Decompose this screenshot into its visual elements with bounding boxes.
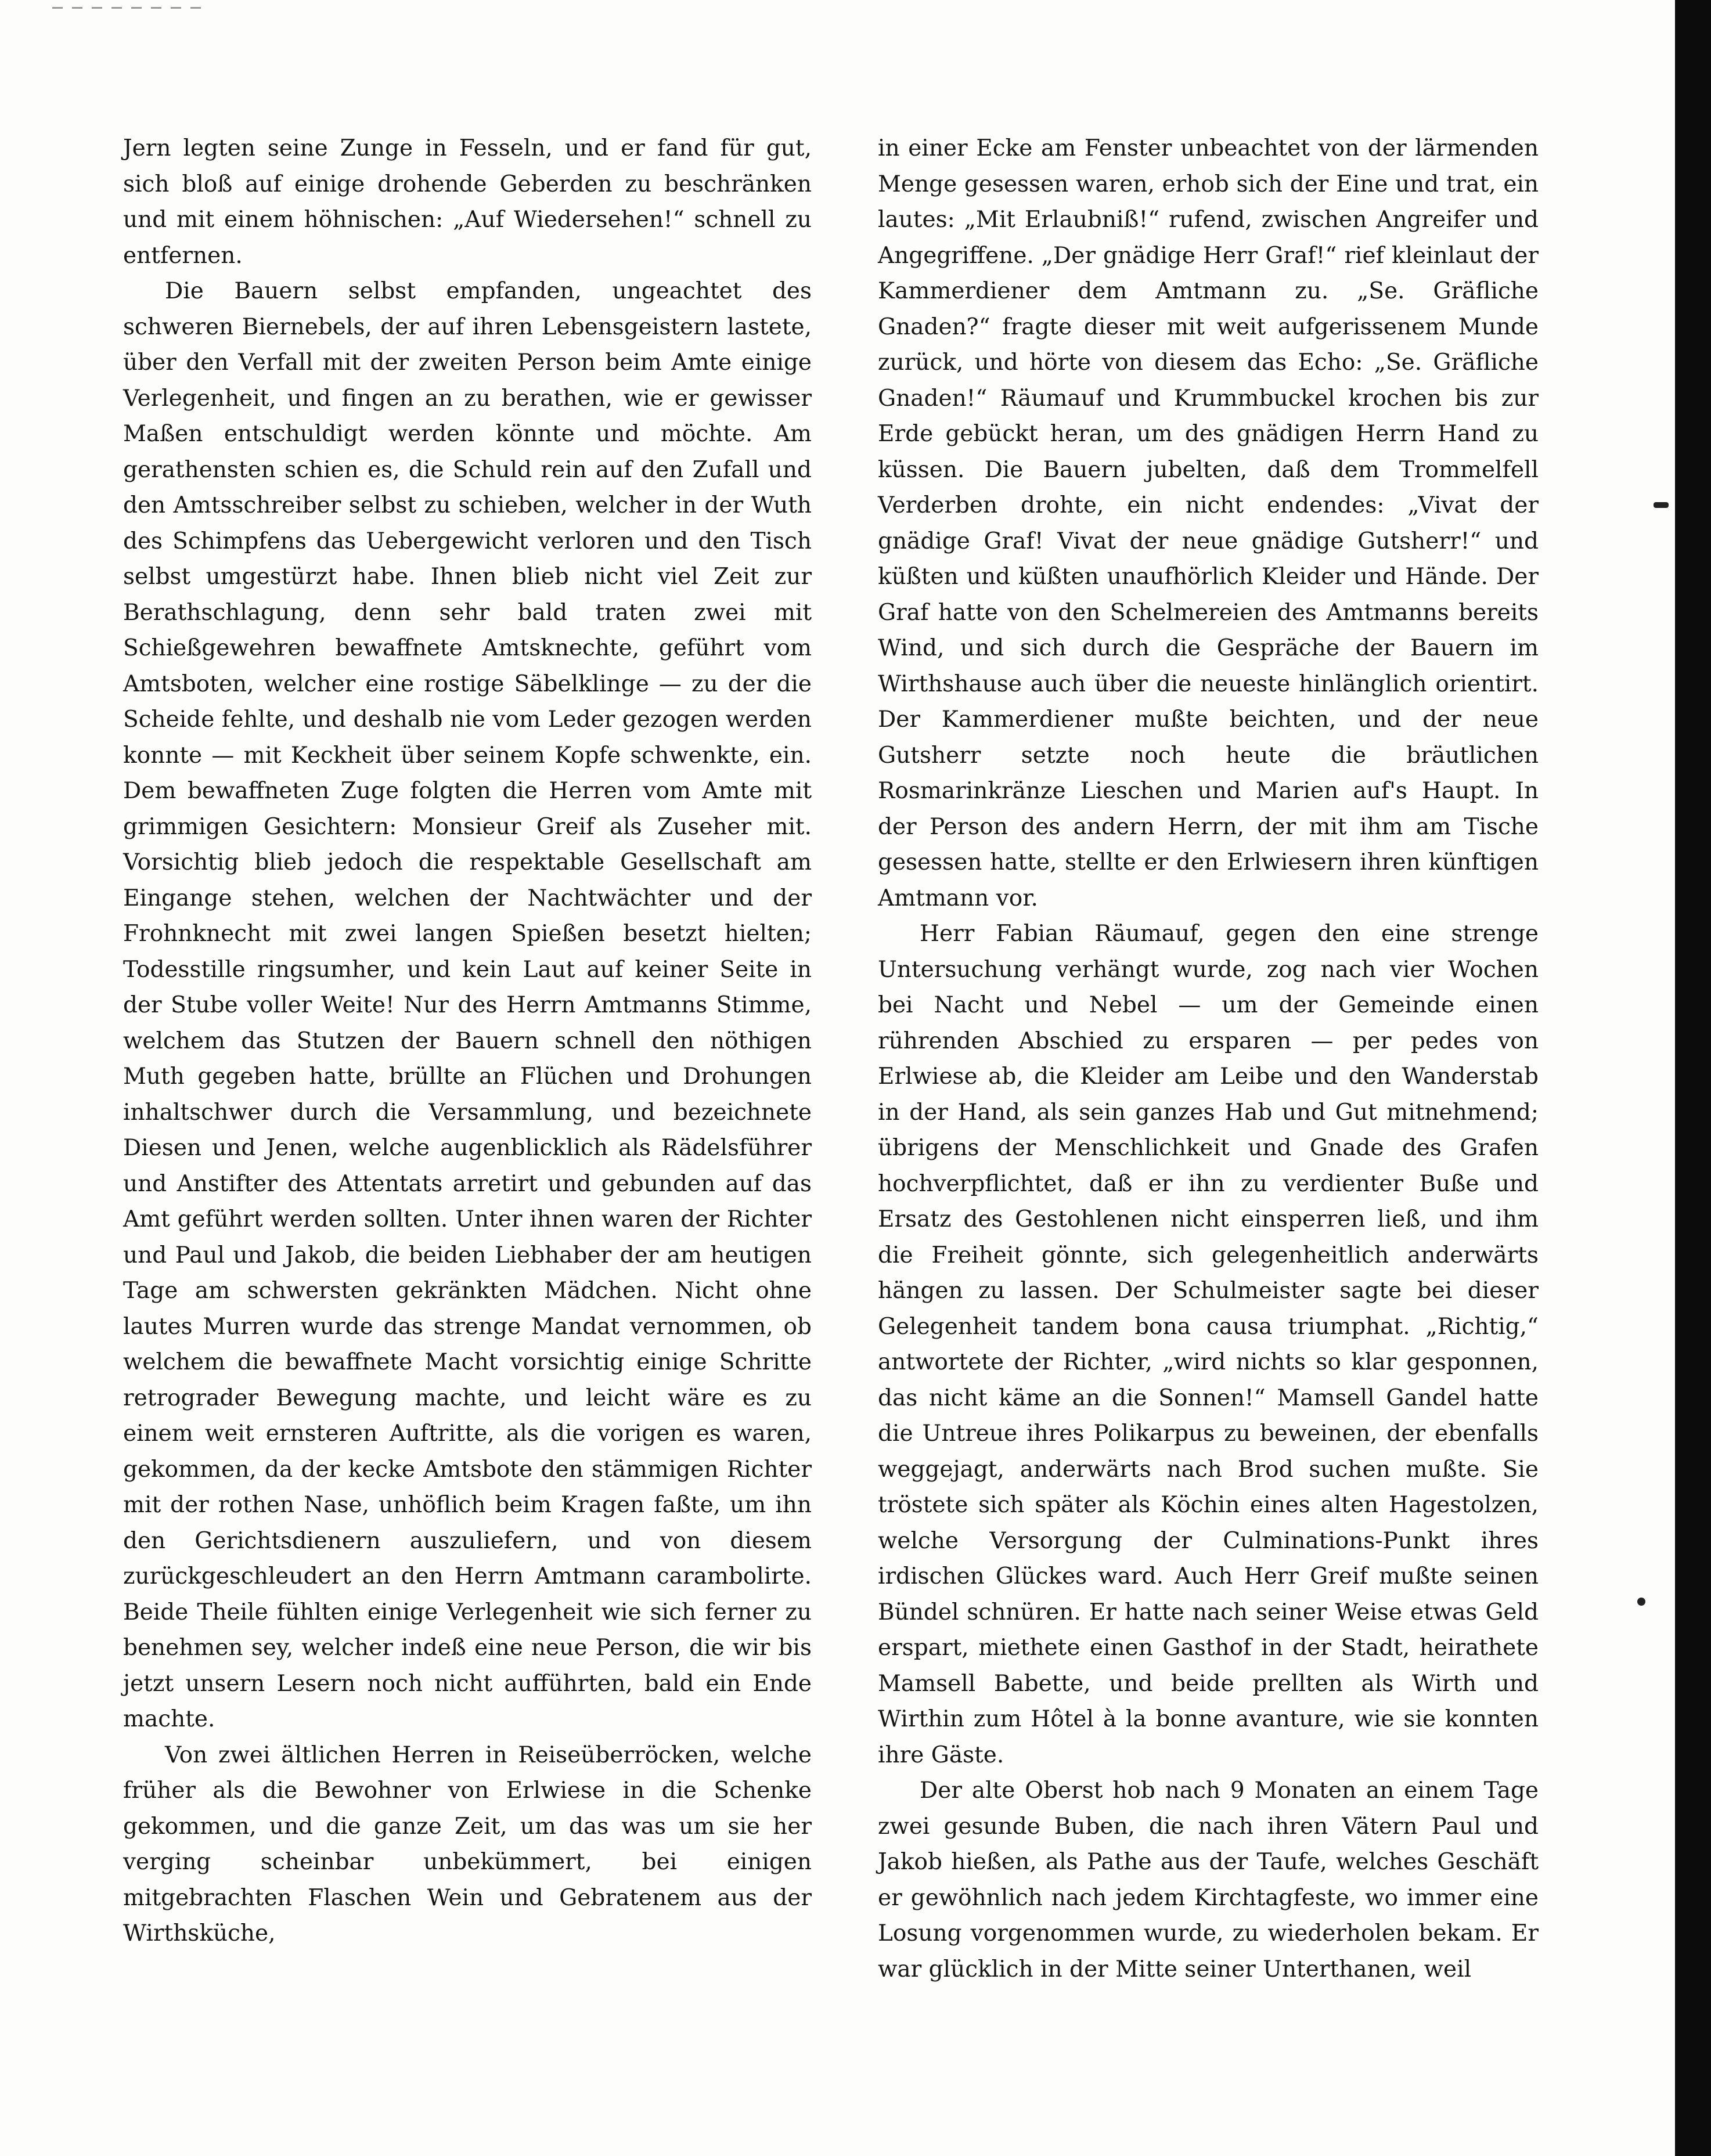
scan-edge-mark [52, 7, 203, 9]
paragraph: in einer Ecke am Fenster unbeachtet von der lärmenden Menge gesessen waren, erhob sich der Eine und trat, ein lautes: „Mit Erlaubniß!“ rufend, zwischen Angreifer und Angegriffene. „Der gnädige Herr Graf!“ rief kleinlaut der Kammerdiener dem Amtmann zu. „Se. Gräfliche Gnaden?“ fragte dieser mit weit aufgerissenem Munde zurück, und hörte von diesem das Echo: „Se. Gräfliche Gnaden!“ Räumauf und Krummbuckel krochen bis zur Erde gebückt heran, um des gnädigen Herrn Hand zu küssen. Die Bauern jubelten, daß dem Trommelfell Verderben drohte, ein nicht endendes: „Vivat der gnädige Graf! Vivat der neue gnädige Gutsherr!“ und küßten und küßten unaufhörlich Kleider und Hände. Der Graf hatte von den Schelmereien des Amtmanns bereits Wind, und sich durch die Gespräche der Bauern im Wirthshause auch über die neueste hinlänglich orientirt. Der Kammerdiener mußte beichten, und der neue Gutsherr setzte noch heute die bräutlichen Rosmarinkränze Lieschen und Marien auf's Haupt. In der Person des andern Herrn, der mit ihm am Tische gesessen hatte, stellte er den Erlwiesern ihren künftigen Amtmann vor. [878, 135, 1539, 911]
left-column [123, 131, 812, 1952]
scan-speck [1637, 1598, 1645, 1606]
paragraph: Jern legten seine Zunge in Fesseln, und er fand für gut, sich bloß auf einige drohende Geberden zu beschränken und mit einem höhnischen: „Auf Wiedersehen!“ schnell zu entfernen. [123, 135, 812, 269]
paragraph: Von zwei ältlichen Herren in Reiseüberröcken, welche früher als die Bewohner von Erlwiese in die Schenke gekommen, und die ganze Zeit, um das was um sie her verging scheinbar unbekümmert, bei einigen mitgebrachten Flaschen Wein und Gebratenem aus der Wirthsküche, [123, 1742, 812, 1946]
scan-dark-edge [1675, 0, 1711, 2156]
paragraph: Die Bauern selbst empfanden, ungeachtet des schweren Biernebels, der auf ihren Lebensgeistern lastete, über den Verfall mit der zweiten Person beim Amte einige Verlegenheit, und fingen an zu berathen, wie er gewisser Maßen entschuldigt werden könnte und möchte. Am gerathensten schien es, die Schuld rein auf den Zufall und den Amtsschreiber selbst zu schieben, welcher in der Wuth des Schimpfens das Uebergewicht verloren und den Tisch selbst umgestürzt habe. Ihnen blieb nicht viel Zeit zur Berathschlagung, denn sehr bald traten zwei mit Schießgewehren bewaffnete Amtsknechte, geführt vom Amtsboten, welcher eine rostige Säbelklinge — zu der die Scheide fehlte, und deshalb nie vom Leder gezogen werden konnte — mit Keckheit über seinem Kopfe schwenkte, ein. Dem bewaffneten Zuge folgten die Herren vom Amte mit grimmigen Gesichtern: Monsieur Greif als Zuseher mit. Vorsichtig blieb jedoch die respektable Gesellschaft am Eingange stehen, welchen der Nachtwächter und der Frohnknecht mit zwei langen Spießen besetzt hielten; Todesstille ringsumher, und kein Laut auf keiner Seite in der Stube voller Weite! Nur des Herrn Amtmanns Stimme, welchem das Stutzen der Bauern schnell den nöthigen Muth gegeben hatte, brüllte an Flüchen und Drohungen inhaltschwer durch die Versammlung, und bezeichnete Diesen und Jenen, welche augenblicklich als Rädelsführer und Anstifter des Attentats arretirt und gebunden auf das Amt geführt werden sollten. Unter ihnen waren der Richter und Paul und Jakob, die beiden Liebhaber der am heutigen Tage am schwersten gekränkten Mädchen. Nicht ohne lautes Murren wurde das strenge Mandat vernommen, ob welchem die bewaffnete Macht vorsichtig einige Schritte retrograder Bewegung machte, und leicht wäre es zu einem weit ernsteren Auftritte, als die vorigen es waren, gekommen, da der kecke Amtsbote den stämmigen Richter mit der rothen Nase, unhöflich beim Kragen faßte, um ihn den Gerichtsdienern auszuliefern, und von diesem zurückgeschleudert an den Herrn Amtmann carambolirte. Beide Theile fühlten einige Verlegenheit wie sich ferner zu benehmen sey, welcher indeß eine neue Person, die wir bis jetzt unsern Lesern noch nicht aufführten, bald ein Ende machte. [123, 278, 812, 1732]
paragraph: Herr Fabian Räumauf, gegen den eine strenge Untersuchung verhängt wurde, zog nach vier Wochen bei Nacht und Nebel — um der Gemeinde einen rührenden Abschied zu ersparen — per pedes von Erlwiese ab, die Kleider am Leibe und den Wanderstab in der Hand, als sein ganzes Hab und Gut mitnehmend; übrigens der Menschlichkeit und Gnade des Grafen hochverpflichtet, daß er ihn zu verdienter Buße und Ersatz des Gestohlenen nicht einsperren ließ, und ihm die Freiheit gönnte, sich gelegenheitlich anderwärts hängen zu lassen. Der Schulmeister sagte bei dieser Gelegenheit tandem bona causa triumphat. „Richtig,“ antwortete der Richter, „wird nichts so klar gesponnen, das nicht käme an die Sonnen!“ Mamsell Gandel hatte die Untreue ihres Polikarpus zu beweinen, der ebenfalls weggejagt, anderwärts nach Brod suchen mußte. Sie tröstete sich später als Köchin eines alten Hagestolzen, welche Versorgung der Culminations-Punkt ihres irdischen Glückes ward. Auch Herr Greif mußte seinen Bündel schnüren. Er hatte nach seiner Weise etwas Geld erspart, miethete einen Gasthof in der Stadt, heirathete Mamsell Babette, und beide prellten als Wirth und Wirthin zum Hôtel à la bonne avanture, wie sie konnten ihre Gäste. [878, 921, 1539, 1768]
right-column [878, 131, 1539, 1987]
paragraph: Der alte Oberst hob nach 9 Monaten an einem Tage zwei gesunde Buben, die nach ihren Vätern Paul und Jakob hießen, als Pathe aus der Taufe, welches Geschäft er gewöhnlich nach jedem Kirchtagfeste, wo immer eine Losung vorgenommen wurde, zu wiederholen bekam. Er war glücklich in der Mitte seiner Unterthanen, weil [878, 1778, 1539, 1982]
scan-speck [1654, 502, 1669, 508]
